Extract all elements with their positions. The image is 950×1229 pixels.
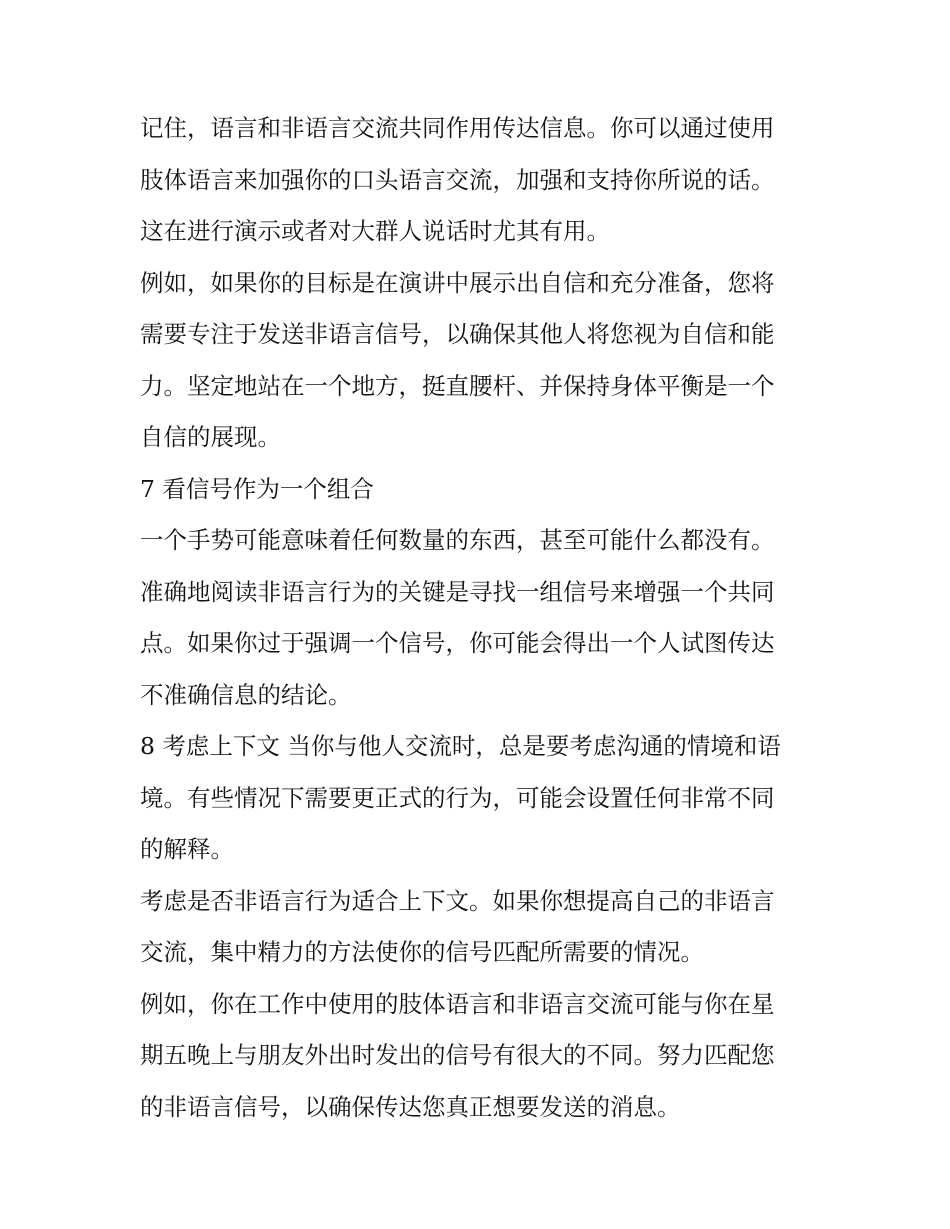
document-page <box>140 103 820 1133</box>
text-line-12: 不准确信息的结论。 <box>140 680 352 709</box>
text-line-20: 的非语言信号，以确保传达您真正想要发送的消息。 <box>140 1092 681 1121</box>
text-line-15: 的解释。 <box>140 835 234 863</box>
text-line-3: 这在进行演示或者对大群人说话时尤其有用。 <box>140 217 610 245</box>
text-line-10: 准确地阅读非语言行为的关键是寻找一组信号来增强一个共同 <box>140 577 775 606</box>
text-line-1: 记住，语言和非语言交流共同作用传达信息。你可以通过使用 <box>140 114 775 142</box>
text-line-17: 交流，集中精力的方法使你的信号匹配所需要的情况。 <box>140 938 704 966</box>
text-line-9: 一个手势可能意味着任何数量的东西，甚至可能什么都没有。 <box>140 526 775 554</box>
text-line-6: 力。坚定地站在一个地方，挺直腰杆、并保持身体平衡是一个 <box>140 371 775 400</box>
text-line-5: 需要专注于发送非语言信号，以确保其他人将您视为自信和能 <box>140 320 775 348</box>
text-line-11: 点。如果你过于强调一个信号，你可能会得出一个人试图传达 <box>140 629 775 657</box>
text-line-18: 例如，你在工作中使用的肢体语言和非语言交流可能与你在星 <box>140 989 775 1018</box>
text-line-16: 考虑是否非语言行为适合上下文。如果你想提高自己的非语言 <box>140 886 775 915</box>
text-line-2: 肢体语言来加强你的口头语言交流，加强和支持你所说的话。 <box>140 165 775 194</box>
text-line-19: 期五晚上与朋友外出时发出的信号有很大的不同。努力匹配您 <box>140 1041 775 1069</box>
text-line-4: 例如，如果你的目标是在演讲中展示出自信和充分准备，您将 <box>140 268 775 297</box>
text-line-7: 自信的展现。 <box>140 423 281 451</box>
section-heading-7: 7 看信号作为一个组合 <box>140 474 374 503</box>
text-line-14: 境。有些情况下需要更正式的行为，可能会设置任何非常不同 <box>140 783 775 812</box>
section-heading-8: 8 考虑上下文 当你与他人交流时，总是要考虑沟通的情境和语 <box>140 732 781 760</box>
